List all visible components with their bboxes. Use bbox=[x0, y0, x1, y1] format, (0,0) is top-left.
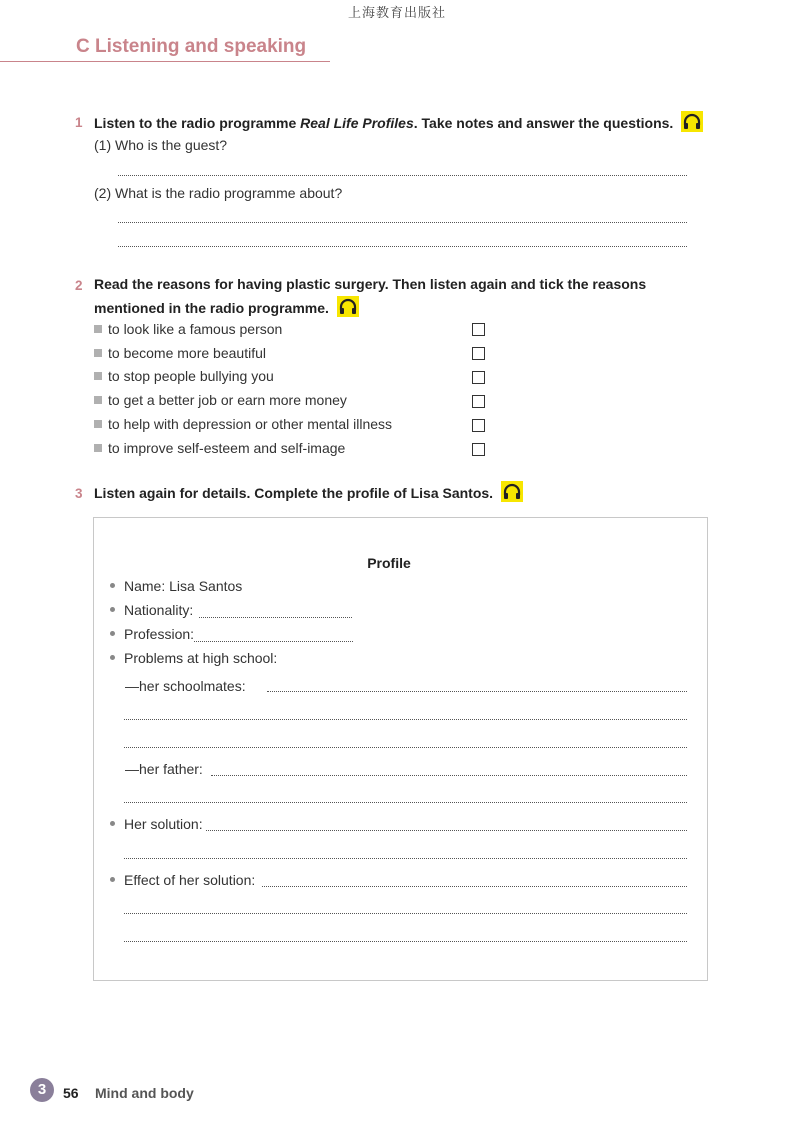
profession-answer-line[interactable] bbox=[194, 641, 353, 642]
question-2-instruction bbox=[94, 273, 646, 320]
question-2-number: 2 bbox=[75, 278, 83, 293]
reason-item: to help with depression or other mental illness bbox=[94, 416, 392, 434]
effect-answer-line[interactable] bbox=[124, 941, 687, 942]
square-bullet-icon bbox=[94, 420, 102, 428]
reason-item: to improve self-esteem and self-image bbox=[94, 440, 345, 458]
reason-item: to get a better job or earn more money bbox=[94, 392, 347, 410]
effect-answer-line[interactable] bbox=[262, 886, 687, 887]
profile-name: Name: Lisa Santos bbox=[110, 578, 242, 594]
square-bullet-icon bbox=[94, 349, 102, 357]
answer-line[interactable] bbox=[118, 222, 687, 223]
bullet-icon bbox=[110, 655, 115, 660]
answer-line[interactable] bbox=[118, 246, 687, 247]
profile-problems-label: Problems at high school: bbox=[110, 650, 277, 666]
headphones-icon[interactable] bbox=[681, 111, 703, 132]
section-title: C Listening and speaking bbox=[76, 36, 307, 57]
q1-text-before: Listen to the radio programme bbox=[94, 115, 301, 131]
effect-answer-line[interactable] bbox=[124, 913, 687, 914]
q2-line-2: mentioned in the radio programme. bbox=[94, 300, 329, 316]
profile-schoolmates-label: —her schoolmates: bbox=[125, 678, 246, 694]
bullet-icon bbox=[110, 583, 115, 588]
solution-answer-line[interactable] bbox=[206, 830, 687, 831]
question-3-instruction bbox=[94, 481, 523, 505]
solution-answer-line[interactable] bbox=[124, 858, 687, 859]
q3-text: Listen again for details. Complete the profile of Lisa Santos. bbox=[94, 485, 494, 501]
question-3-number: 3 bbox=[75, 486, 83, 501]
square-bullet-icon bbox=[94, 325, 102, 333]
schoolmates-answer-line[interactable] bbox=[267, 691, 687, 692]
headphones-icon[interactable] bbox=[337, 296, 359, 317]
section-header bbox=[0, 36, 330, 60]
reason-checkbox[interactable] bbox=[472, 323, 485, 336]
question-1-sub-2: (2) What is the radio programme about? bbox=[94, 185, 343, 201]
bullet-icon bbox=[110, 631, 115, 636]
reason-item: to look like a famous person bbox=[94, 321, 282, 339]
square-bullet-icon bbox=[94, 444, 102, 452]
q1-programme-title: Real Life Profiles bbox=[300, 115, 414, 131]
profile-nationality-label: Nationality: bbox=[110, 602, 193, 618]
reason-checkbox[interactable] bbox=[472, 395, 485, 408]
section-underline bbox=[0, 61, 330, 62]
reason-item: to become more beautiful bbox=[94, 345, 266, 363]
question-1-instruction bbox=[94, 111, 703, 135]
reason-item: to stop people bullying you bbox=[94, 368, 274, 386]
bullet-icon bbox=[110, 607, 115, 612]
reason-checkbox[interactable] bbox=[472, 419, 485, 432]
profile-solution-label: Her solution: bbox=[110, 816, 203, 832]
q1-text-after: . Take notes and answer the questions. bbox=[413, 115, 674, 131]
reason-checkbox[interactable] bbox=[472, 347, 485, 360]
reason-checkbox[interactable] bbox=[472, 443, 485, 456]
square-bullet-icon bbox=[94, 396, 102, 404]
bullet-icon bbox=[110, 877, 115, 882]
profile-title: Profile bbox=[367, 555, 411, 571]
square-bullet-icon bbox=[94, 372, 102, 380]
headphones-icon[interactable] bbox=[501, 481, 523, 502]
answer-line[interactable] bbox=[118, 175, 687, 176]
profile-profession-label: Profession: bbox=[110, 626, 194, 642]
q2-line-1: Read the reasons for having plastic surgery. Then listen again and tick the reasons bbox=[94, 276, 647, 292]
father-answer-line[interactable] bbox=[124, 802, 687, 803]
page-number: 56 bbox=[63, 1085, 79, 1101]
schoolmates-answer-line[interactable] bbox=[124, 719, 687, 720]
question-1-number: 1 bbox=[75, 115, 83, 130]
nationality-answer-line[interactable] bbox=[199, 617, 352, 618]
reason-checkbox[interactable] bbox=[472, 371, 485, 384]
profile-father-label: —her father: bbox=[125, 761, 203, 777]
schoolmates-answer-line[interactable] bbox=[124, 747, 687, 748]
father-answer-line[interactable] bbox=[211, 775, 687, 776]
profile-effect-label: Effect of her solution: bbox=[110, 872, 255, 888]
unit-badge: 3 bbox=[30, 1078, 54, 1102]
unit-title: Mind and body bbox=[95, 1085, 194, 1101]
bullet-icon bbox=[110, 821, 115, 826]
publisher-header: 上海教育出版社 bbox=[347, 6, 446, 21]
question-1-sub-1: (1) Who is the guest? bbox=[94, 137, 228, 153]
